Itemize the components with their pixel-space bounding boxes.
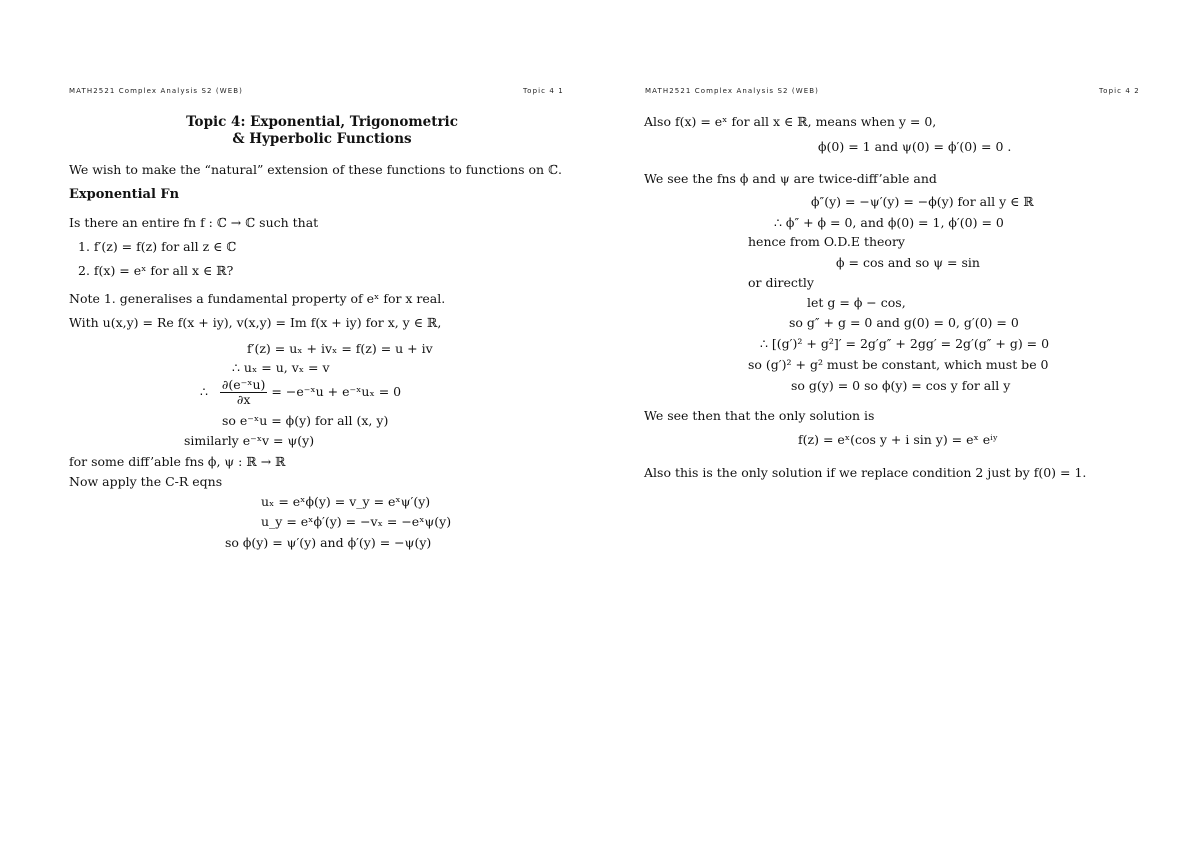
body-text: so (g′)² + g² must be constant, which must be 0 [748, 357, 1049, 372]
with-text: With u(x,y) = Re f(x + iy), v(x,y) = Im f(x + iy) for x, y ∈ ℝ, [69, 315, 442, 330]
body-text: Also f(x) = eˣ for all x ∈ ℝ, means when y = 0, [644, 114, 937, 129]
list-item: 2. f(x) = eˣ for all x ∈ ℝ? [78, 263, 234, 278]
list-item: 1. f′(z) = f(z) for all z ∈ ℂ [78, 239, 237, 254]
equation: ϕ(0) = 1 and ψ(0) = ϕ′(0) = 0 . [818, 139, 1012, 154]
page-header-left: MATH2521 Complex Analysis S2 (WEB) [645, 87, 819, 95]
body-text: We see then that the only solution is [644, 408, 875, 423]
body-text: hence from O.D.E theory [748, 234, 905, 249]
equation: ϕ = cos and so ψ = sin [836, 255, 980, 270]
body-text: or directly [748, 275, 814, 290]
body-text: We see the fns ϕ and ψ are twice-diff’able and [644, 171, 937, 186]
equation: ∴ [(g′)² + g²]′ = 2g′g″ + 2gg′ = 2g′(g″ + g) = 0 [760, 336, 1050, 351]
equation-fraction: ∴ $\frac{\text{∂(e⁻ˣu)}}{\partial x}$ = −e⁻ˣu + e⁻ˣuₓ = 0 [200, 377, 402, 407]
topic-title-line2: & Hyperbolic Functions [232, 131, 412, 147]
page-header-left: MATH2521 Complex Analysis S2 (WEB) [69, 87, 243, 95]
equation: ∴ ϕ″ + ϕ = 0, and ϕ(0) = 1, ϕ′(0) = 0 [774, 215, 1004, 230]
note-text: Note 1. generalises a fundamental property of eˣ for x real. [69, 291, 446, 306]
equation: ϕ″(y) = −ψ′(y) = −ϕ(y) for all y ∈ ℝ [811, 194, 1034, 209]
equation: so g(y) = 0 so ϕ(y) = cos y for all y [791, 378, 1011, 393]
slide-page-2 [600, 0, 1200, 848]
equation: f′(z) = uₓ + ivₓ = f(z) = u + iv [247, 341, 433, 356]
equation: u_y = eˣϕ′(y) = −vₓ = −eˣψ(y) [261, 514, 452, 529]
page-header-right: Topic 4 1 [523, 87, 564, 95]
question-text: Is there an entire fn f : ℂ → ℂ such that [69, 215, 319, 230]
topic-title-line1: Topic 4: Exponential, Trigonometric [186, 114, 458, 130]
page-header-right: Topic 4 2 [1099, 87, 1140, 95]
section-heading: Exponential Fn [69, 187, 180, 202]
equation: so ϕ(y) = ψ′(y) and ϕ′(y) = −ψ(y) [225, 535, 432, 550]
body-text: Now apply the C-R eqns [69, 474, 223, 489]
intro-text: We wish to make the “natural” extension of these functions to functions on ℂ. [69, 162, 562, 177]
equation: similarly e⁻ˣv = ψ(y) [184, 433, 315, 448]
equation: uₓ = eˣϕ(y) = v_y = eˣψ′(y) [261, 494, 431, 509]
equation: f(z) = eˣ(cos y + i sin y) = eˣ eⁱʸ [798, 432, 998, 447]
equation: ∴ uₓ = u, vₓ = v [232, 360, 330, 375]
body-text: Also this is the only solution if we replace condition 2 just by f(0) = 1. [644, 465, 1087, 480]
equation: so g″ + g = 0 and g(0) = 0, g′(0) = 0 [789, 315, 1019, 330]
equation: let g = ϕ − cos, [807, 295, 906, 310]
body-text: for some diff’able fns ϕ, ψ : ℝ → ℝ [69, 454, 286, 469]
equation: so e⁻ˣu = ϕ(y) for all (x, y) [222, 413, 389, 428]
